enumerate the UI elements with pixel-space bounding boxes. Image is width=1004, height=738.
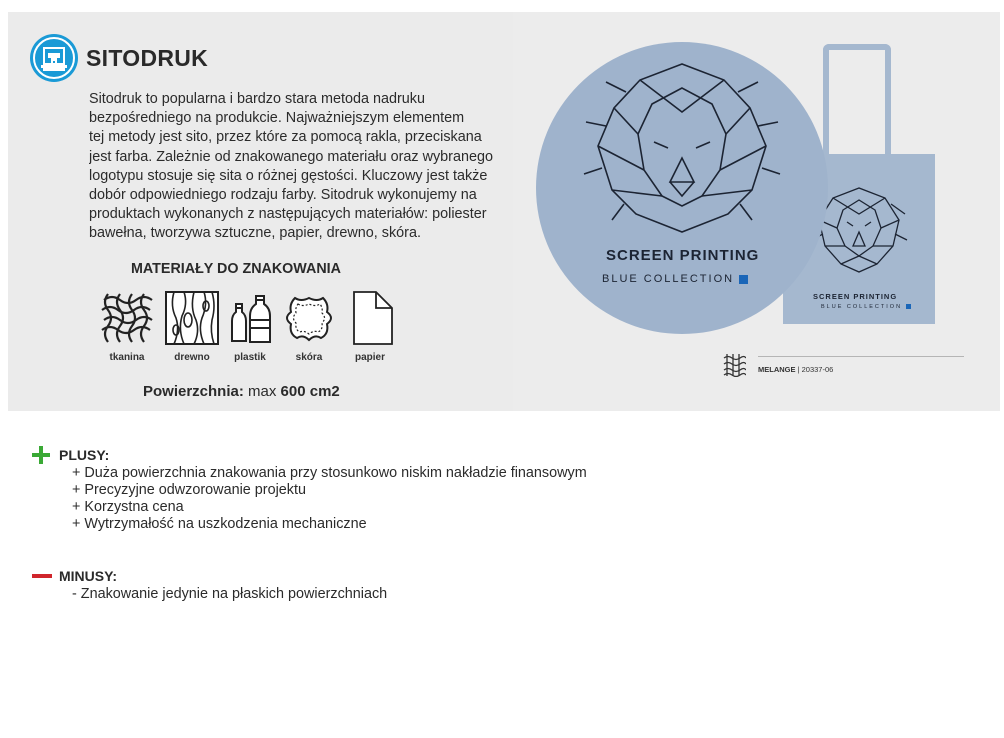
print-closeup [536, 42, 828, 334]
material-label: papier [354, 352, 385, 363]
paper-icon [342, 290, 398, 346]
material-wood [162, 290, 222, 363]
print-title: SCREEN PRINTING [606, 247, 760, 264]
wood-icon [164, 290, 220, 346]
fabric-icon [98, 290, 156, 346]
product-photo [513, 12, 1000, 411]
bag-print-subtitle [821, 304, 911, 310]
description-line: logotypu stosuje się sita o różnej gęstości. Kluczowy jest także [89, 167, 488, 184]
cons-title: MINUSY: [59, 568, 118, 584]
swatch-code: | 20337-06 [797, 365, 834, 374]
blue-square-icon [906, 304, 911, 309]
leather-icon [281, 290, 337, 346]
material-label: plastik [234, 352, 266, 363]
pros-item: + Duża powierzchnia znakowania przy stosunkowo niskim nakładzie finansowym [72, 465, 587, 481]
description-line: bawełna, tworzywa sztuczne, papier, drewno, skóra. [89, 225, 421, 242]
swatch-label [758, 365, 833, 374]
lion-closeup-icon [536, 42, 828, 334]
swatch-divider [758, 356, 964, 357]
pros-item: + Wytrzymałość na uszkodzenia mechaniczne [72, 516, 367, 532]
plastic-bottles-icon [222, 290, 278, 346]
description-line: dobór odpowiedniego rodzaju farby. Sitodruk wykonujemy na [89, 186, 477, 203]
bag-subtitle-text: BLUE COLLECTION [821, 304, 903, 310]
bag-print-title: SCREEN PRINTING [813, 292, 898, 301]
pros-item: + Precyzyjne odwzorowanie projektu [72, 482, 306, 498]
surface-info [143, 383, 340, 400]
materials-heading: MATERIAŁY DO ZNAKOWANIA [131, 261, 341, 277]
minus-icon [32, 573, 52, 579]
material-fabric [97, 290, 157, 363]
description-line: produktach wykonanych z następujących materiałów: poliester [89, 206, 487, 223]
print-subtitle-text: BLUE COLLECTION [602, 273, 735, 285]
print-subtitle [602, 273, 748, 285]
blue-square-icon [739, 275, 748, 284]
surface-label: Powierzchnia: [143, 383, 244, 400]
material-label: skóra [295, 352, 323, 363]
plus-icon [31, 445, 51, 465]
material-label: tkanina [109, 352, 145, 363]
description-line: jest farba. Zależnie od znakowanego materiału oraz wybranego [89, 148, 493, 165]
pros-title: PLUSY: [59, 447, 110, 463]
surface-prefix: max [248, 383, 277, 400]
description-line: tej metody jest sito, przez które za pomocą rakla, przeciskana [89, 129, 482, 146]
swatch-name: MELANGE [758, 365, 796, 374]
pros-item: + Korzystna cena [72, 499, 184, 515]
page-title: SITODRUK [86, 45, 209, 71]
melange-swatch-icon [722, 353, 746, 377]
screen-print-logo-icon [30, 34, 78, 82]
description-line: Sitodruk to popularna i bardzo stara metoda nadruku [89, 91, 425, 107]
surface-value: 600 cm2 [280, 383, 340, 400]
description [89, 90, 513, 244]
material-paper [340, 290, 400, 363]
material-label: drewno [174, 352, 210, 363]
cons-item: - Znakowanie jedynie na płaskich powierzchniach [72, 586, 388, 602]
material-plastic [220, 290, 280, 363]
material-leather [279, 290, 339, 363]
description-line: bezpośredniego na produkcie. Najważniejszym elementem [89, 110, 465, 127]
bag-handle [823, 44, 891, 170]
